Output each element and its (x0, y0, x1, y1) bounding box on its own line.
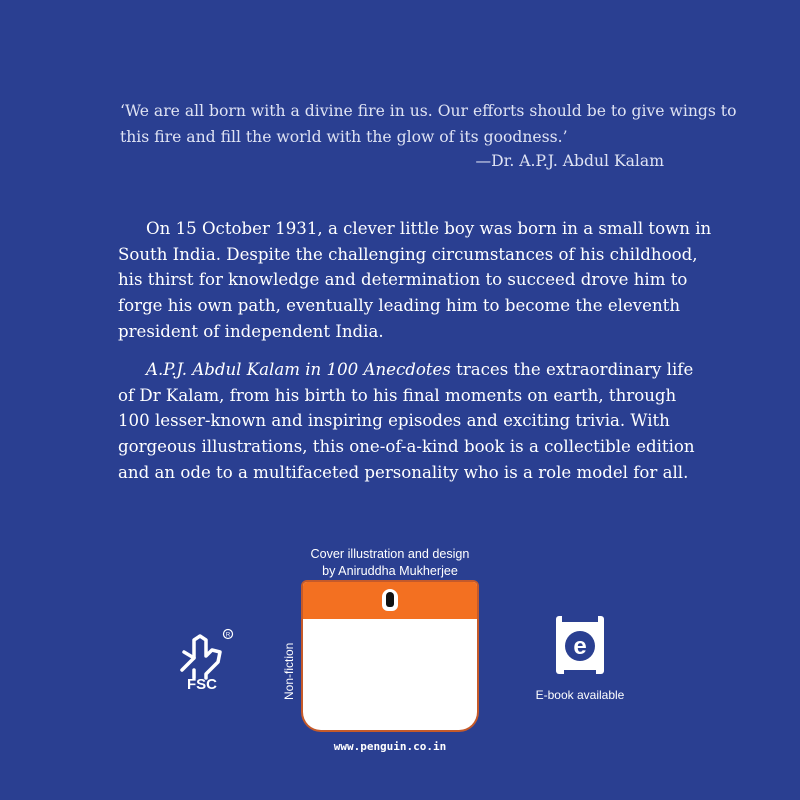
penguin-logo-icon (382, 589, 398, 611)
penguin-band (303, 582, 477, 619)
blurb-line: 100 lesser-known and inspiring episodes and exciting trivia. With (118, 411, 670, 431)
ebook-icon (550, 612, 610, 682)
ebook-label: E-book available (535, 688, 625, 702)
svg-text:e: e (573, 633, 587, 660)
blurb-line: president of independent India. (118, 321, 384, 341)
publisher-website: www.penguin.co.in (333, 740, 447, 753)
barcode-panel (303, 582, 477, 730)
blurb-line: his thirst for knowledge and determination to succeed drove him to (118, 270, 688, 290)
category-label: Non-fiction (282, 642, 296, 700)
blurb-line-rest: traces the extraordinary life (450, 360, 694, 379)
epigraph-quote (120, 98, 760, 150)
blurb-line: forge his own path, eventually leading him to become the eleventh (118, 296, 681, 316)
credit-line-2: by Aniruddha Mukherjee (322, 564, 458, 578)
quote-line-2: this fire and fill the world with the glow of its goodness.’ (120, 128, 568, 146)
blurb-line: and an ode to a multifaceted personality who is a role model for all. (118, 462, 689, 482)
blurb-line: gorgeous illustrations, this one-of-a-kind book is a collectible edition (118, 437, 695, 457)
credit-line-1: Cover illustration and design (310, 547, 470, 561)
blurb-line: On 15 October 1931, a clever little boy was born in a small town in (146, 219, 712, 238)
blurb-paragraph-1 (118, 216, 718, 345)
blurb-paragraph-2 (118, 357, 718, 486)
cover-credit (300, 546, 480, 580)
blurb-line (118, 357, 718, 383)
quote-line-1: ‘We are all born with a divine fire in us. Our efforts should be to give wings to (120, 102, 737, 120)
book-title: A.P.J. Abdul Kalam in 100 Anecdotes (146, 360, 451, 379)
quote-attribution: —Dr. A.P.J. Abdul Kalam (475, 152, 664, 170)
fsc-label: FSC (187, 676, 217, 693)
blurb-line: South India. Despite the challenging circumstances of his childhood, (118, 244, 698, 264)
blurb-line: of Dr Kalam, from his birth to his final moments on earth, through (118, 385, 677, 405)
svg-text:R: R (225, 632, 231, 639)
